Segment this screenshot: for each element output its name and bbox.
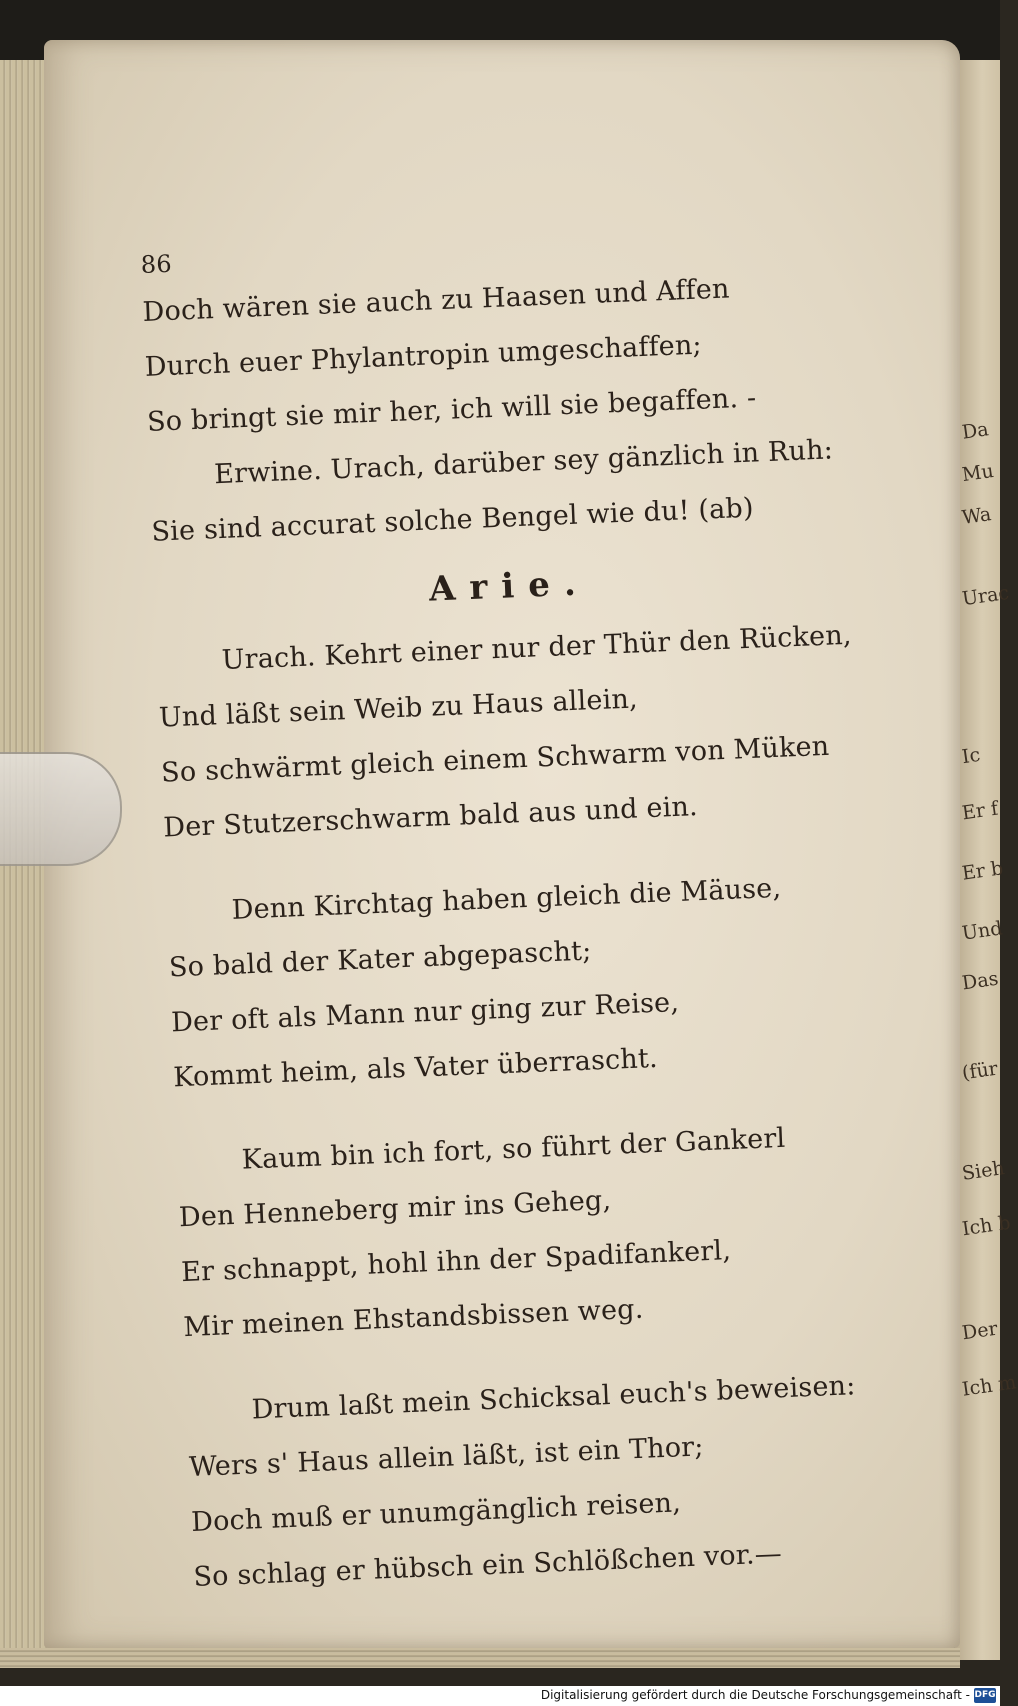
adjacent-page-fragment: Der	[960, 1317, 999, 1345]
verse-line: Wers s' Haus allein läßt, ist ein Thor;	[188, 1431, 705, 1484]
adjacent-page-fragment: Ic	[960, 743, 982, 769]
verse-line: Der oft als Mann nur ging zur Reise,	[170, 986, 680, 1039]
adjacent-page-fragment: Urac	[960, 581, 1011, 611]
bookmark-ribbon	[0, 752, 122, 866]
adjacent-page-fragment: (für	[960, 1057, 1000, 1085]
adjacent-page-fragment: Sieh	[960, 1157, 1006, 1185]
verse-line: Doch muß er unumgänglich reisen,	[190, 1487, 682, 1538]
dfg-logo: DFG	[974, 1688, 996, 1703]
funding-credit: Digitalisierung gefördert durch die Deutsche Forschungsgemeinschaft -	[540, 1688, 970, 1702]
page-stack-bottom	[0, 1648, 960, 1668]
verse-line: Urach. Kehrt einer nur der Thür den Rücken,	[221, 619, 853, 677]
verse-line: Und läßt sein Weib zu Haus allein,	[158, 683, 639, 734]
page-number: 86	[140, 249, 173, 279]
verse-line: Er schnappt, hohl ihn der Spadifankerl,	[180, 1235, 732, 1289]
adjacent-page-fragment: Da	[960, 418, 990, 444]
stanza	[186, 1354, 974, 1605]
adjacent-page-fragment: Er b	[960, 857, 1005, 885]
adjacent-page-fragment: Mu	[960, 459, 996, 487]
verse-line: Drum laßt mein Schicksal euch's beweisen:	[251, 1370, 857, 1426]
verse-line: Mir meinen Ehstandsbissen weg.	[182, 1293, 645, 1344]
stanza	[166, 854, 954, 1105]
text-line: Erwine. Urach, darüber sey gänzlich in Ruh:	[213, 434, 834, 491]
intro-lines	[142, 254, 932, 560]
verse-line: Kaum bin ich fort, so führt der Gankerl	[241, 1122, 786, 1176]
text-line: Sie sind accurat solche Bengel wie du! (ab)	[150, 492, 755, 548]
adjacent-page-fragment: Wa	[960, 503, 993, 529]
text-line: Durch euer Phylantropin umgeschaffen;	[144, 329, 703, 383]
digitization-footer	[0, 1686, 1000, 1706]
stanza	[156, 604, 944, 855]
aria-heading: Arie.	[428, 563, 591, 610]
verse-line: Kommt heim, als Vater überrascht.	[172, 1042, 659, 1094]
verse-line: So schlag er hübsch ein Schlößchen vor.—	[192, 1538, 783, 1593]
verse-line: Den Henneberg mir ins Geheg,	[178, 1184, 612, 1234]
adjacent-page-fragment: Ich m	[960, 1371, 1018, 1401]
verse-line: So schwärmt gleich einem Schwarm von Müken	[160, 730, 830, 789]
verse-line: So bald der Kater abgepascht;	[168, 935, 593, 984]
adjacent-page-fragment: Ich b	[960, 1211, 1012, 1241]
stanza	[176, 1104, 964, 1355]
verse-line: Denn Kirchtag haben gleich die Mäuse,	[231, 872, 782, 926]
page-text	[140, 214, 974, 1605]
adjacent-page-fragment: Und	[960, 917, 1004, 945]
adjacent-page-fragment: Er f	[960, 797, 1000, 825]
adjacent-page-fragment: Das	[960, 967, 1000, 995]
text-line: So bringt sie mir her, ich will sie begaffen. -	[146, 382, 757, 438]
verse-line: Der Stutzerschwarm bald aus und ein.	[162, 791, 699, 844]
text-line: Doch wären sie auch zu Haasen und Affen	[142, 273, 731, 328]
